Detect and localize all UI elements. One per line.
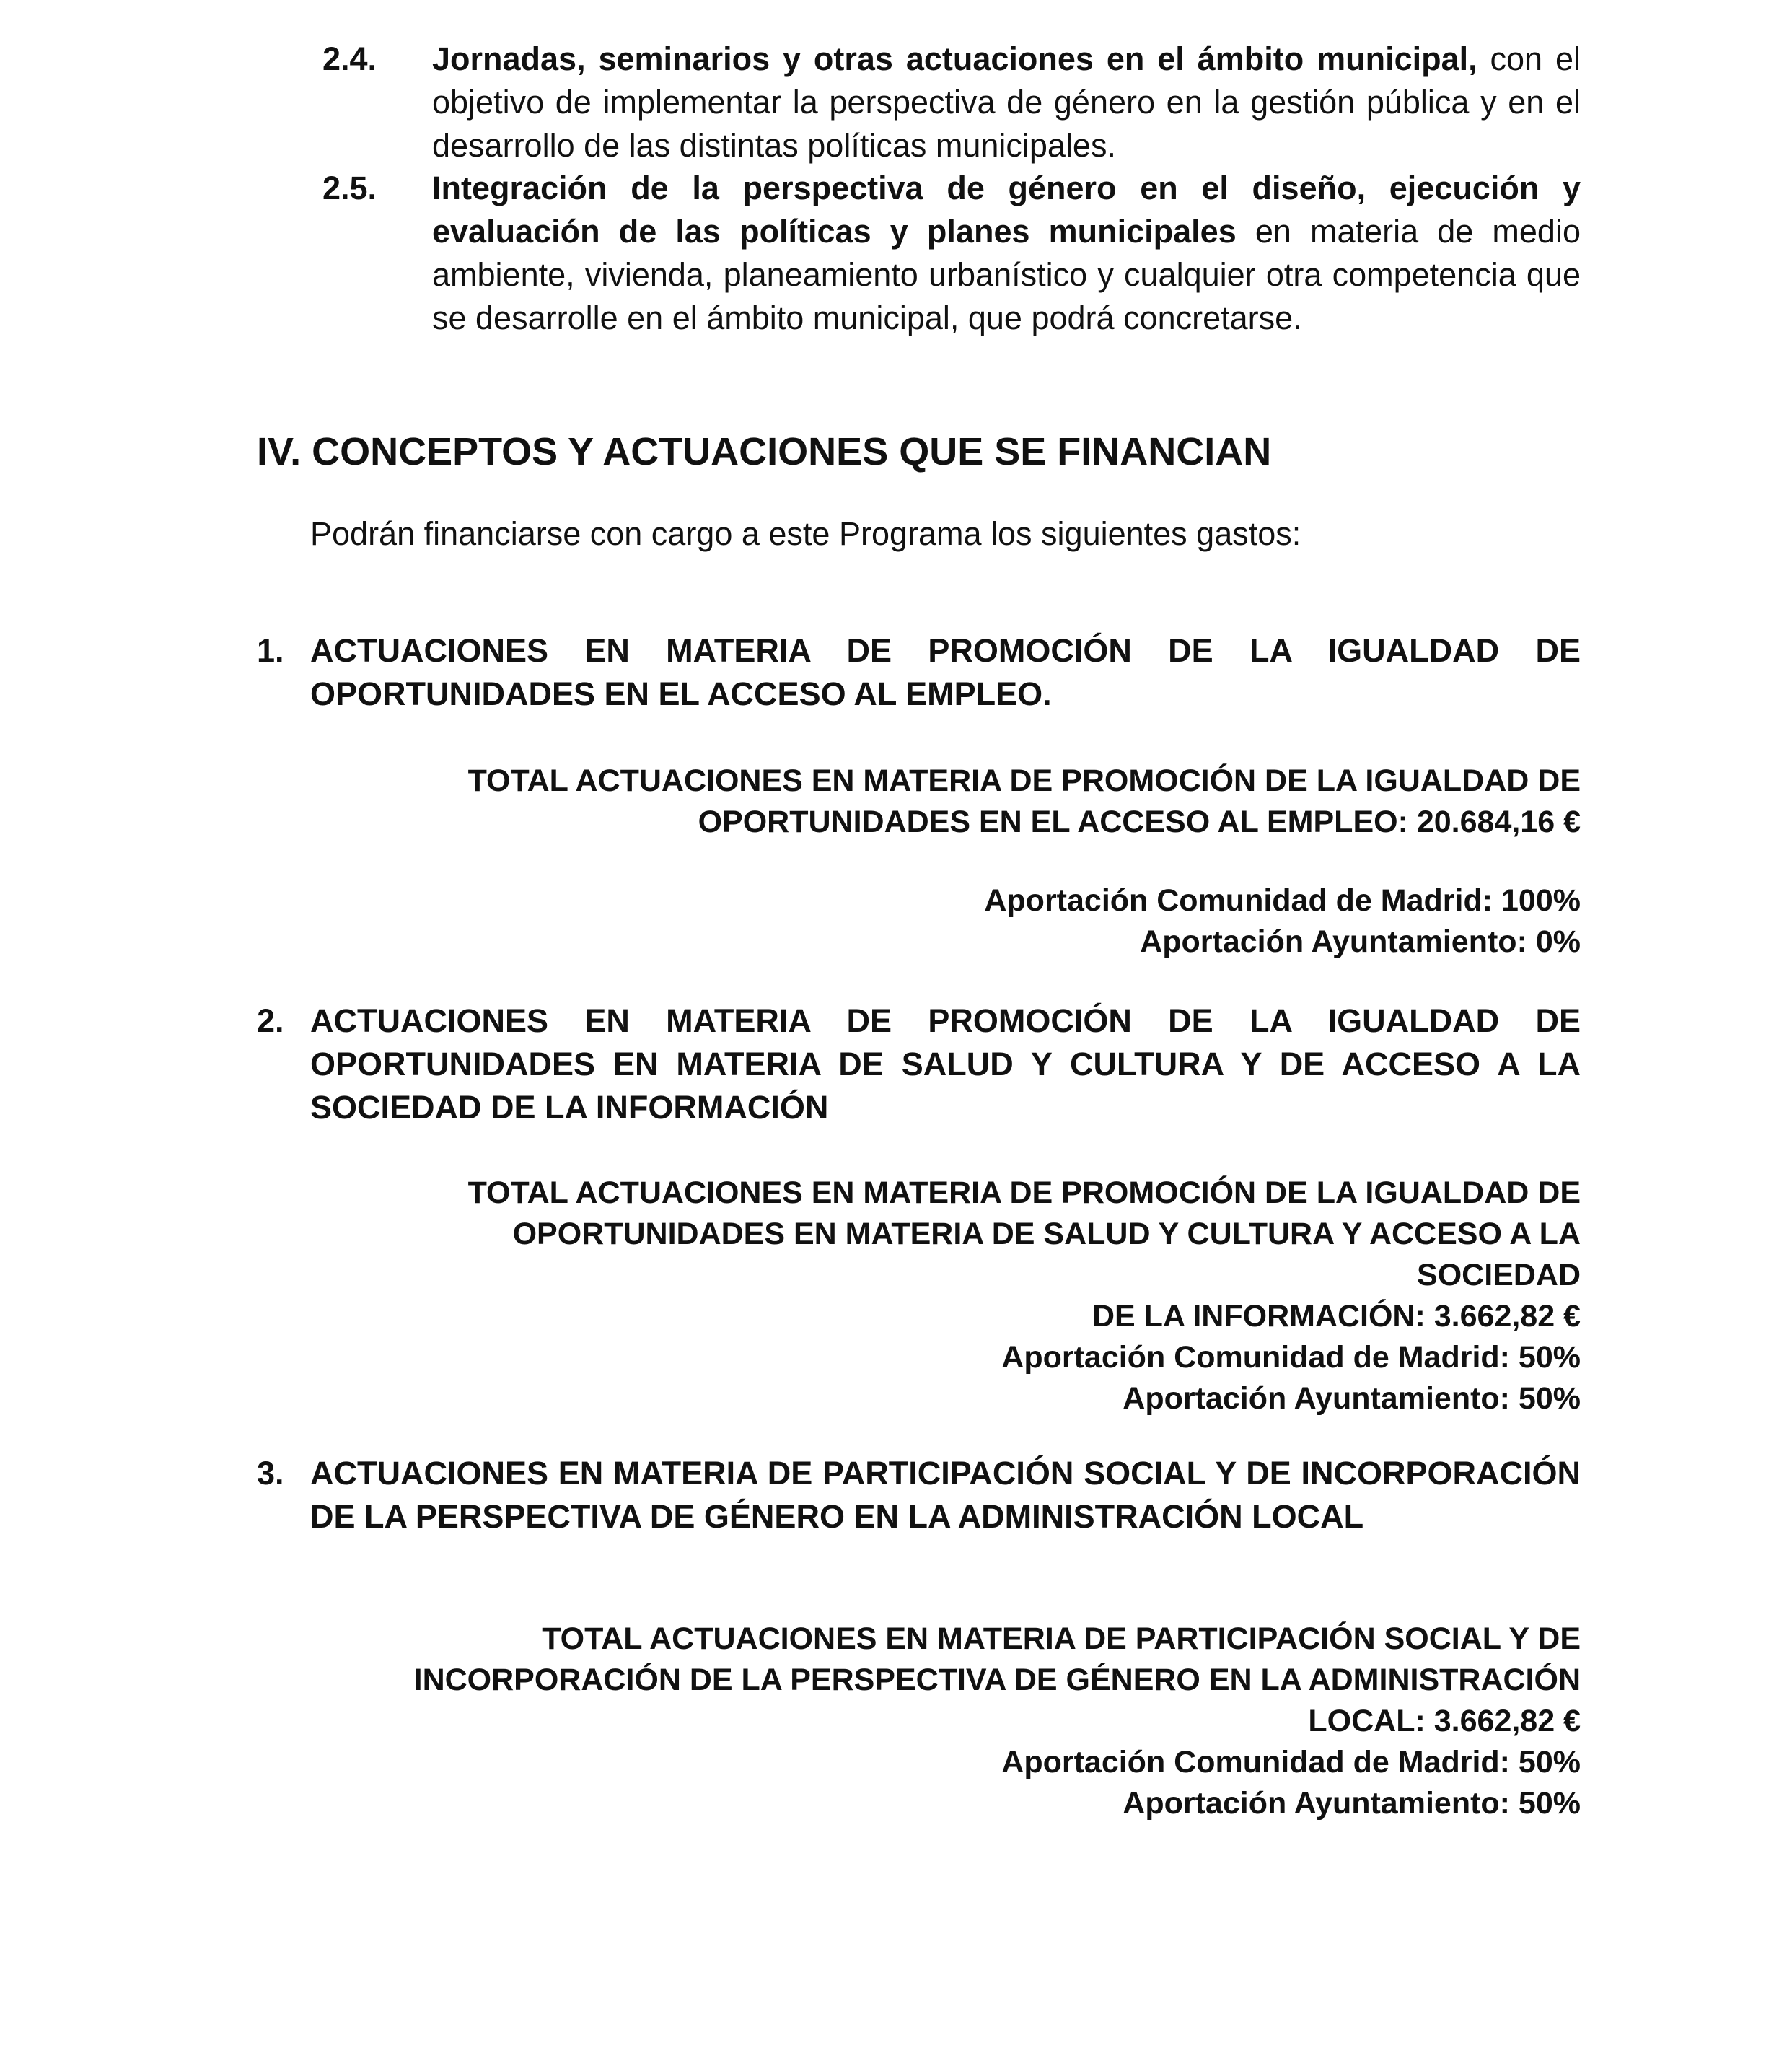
aportacion-ayuntamiento: Aportación Ayuntamiento: 50% bbox=[1123, 1786, 1581, 1821]
section-title: ACTUACIONES EN MATERIA DE PARTICIPACIÓN SOCIAL Y DE INCORPORACIÓN DE LA PERSPECTIVA DE GÉNERO EN LA ADMINISTRACIÓN LOCAL bbox=[310, 1455, 1581, 1535]
section-2-total bbox=[354, 1173, 1581, 1419]
section-1-title bbox=[257, 629, 1581, 716]
aportacion-ayuntamiento: Aportación Ayuntamiento: 0% bbox=[1140, 924, 1581, 959]
intro-text: Podrán financiarse con cargo a este Programa los siguientes gastos: bbox=[310, 515, 1301, 552]
section-number: 2. bbox=[257, 1002, 284, 1039]
aportacion-comunidad: Aportación Comunidad de Madrid: 50% bbox=[1001, 1340, 1581, 1375]
total-line: TOTAL ACTUACIONES EN MATERIA DE PROMOCIÓN DE LA IGUALDAD DE bbox=[467, 1175, 1581, 1210]
total-line: OPORTUNIDADES EN MATERIA DE SALUD Y CULTURA Y ACCESO A LA SOCIEDAD bbox=[512, 1217, 1581, 1292]
section-3-title bbox=[257, 1452, 1581, 1538]
list-item-2-5 bbox=[322, 167, 1581, 340]
item-text bbox=[432, 167, 1581, 340]
section-1-total bbox=[354, 761, 1581, 963]
item-number: 2.4. bbox=[322, 40, 377, 77]
item-bold: Jornadas, seminarios y otras actuaciones en el ámbito municipal, bbox=[432, 40, 1477, 77]
item-rest: con el objetivo de implementar la perspectiva de género en la gestión pública y en el desarrollo de las distintas políticas municipales. bbox=[432, 40, 1581, 164]
section-title: ACTUACIONES EN MATERIA DE PROMOCIÓN DE LA IGUALDAD DE OPORTUNIDADES EN MATERIA DE SALUD Y CULTURA Y DE ACCESO A LA SOCIEDAD DE LA INFORMACIÓN bbox=[310, 1002, 1581, 1126]
aportacion-ayuntamiento: Aportación Ayuntamiento: 50% bbox=[1123, 1381, 1581, 1416]
total-line: OPORTUNIDADES EN EL ACCESO AL EMPLEO: 20.684,16 € bbox=[698, 805, 1581, 839]
aportacion-comunidad: Aportación Comunidad de Madrid: 100% bbox=[984, 883, 1581, 918]
section-2-title bbox=[257, 999, 1581, 1129]
section-number: 3. bbox=[257, 1455, 284, 1492]
item-rest: en materia de medio ambiente, vivienda, planeamiento urbanístico y cualquier otra competencia que se desarrolle en el ámbito municipal, que podrá concretarse. bbox=[432, 213, 1581, 336]
item-text bbox=[432, 38, 1581, 167]
section-number: 1. bbox=[257, 632, 284, 669]
list-item-2-4 bbox=[322, 38, 1581, 167]
section-title: ACTUACIONES EN MATERIA DE PROMOCIÓN DE LA IGUALDAD DE OPORTUNIDADES EN EL ACCESO AL EMPLEO. bbox=[310, 632, 1581, 712]
item-number: 2.5. bbox=[322, 170, 377, 206]
section-heading: IV. CONCEPTOS Y ACTUACIONES QUE SE FINANCIAN bbox=[257, 430, 1272, 473]
total-line: LOCAL: 3.662,82 € bbox=[1308, 1704, 1581, 1738]
total-line: TOTAL ACTUACIONES EN MATERIA DE PROMOCIÓN DE LA IGUALDAD DE bbox=[467, 763, 1581, 798]
aportacion-comunidad: Aportación Comunidad de Madrid: 50% bbox=[1001, 1745, 1581, 1779]
total-line: TOTAL ACTUACIONES EN MATERIA DE PARTICIPACIÓN SOCIAL Y DE bbox=[542, 1621, 1581, 1656]
total-line: DE LA INFORMACIÓN: 3.662,82 € bbox=[1092, 1299, 1581, 1334]
total-line: INCORPORACIÓN DE LA PERSPECTIVA DE GÉNERO EN LA ADMINISTRACIÓN bbox=[413, 1663, 1581, 1697]
item-bold: Integración de la perspectiva de género en el diseño, ejecución y evaluación de las políticas y planes municipales bbox=[432, 170, 1581, 250]
section-3-total bbox=[354, 1619, 1581, 1824]
